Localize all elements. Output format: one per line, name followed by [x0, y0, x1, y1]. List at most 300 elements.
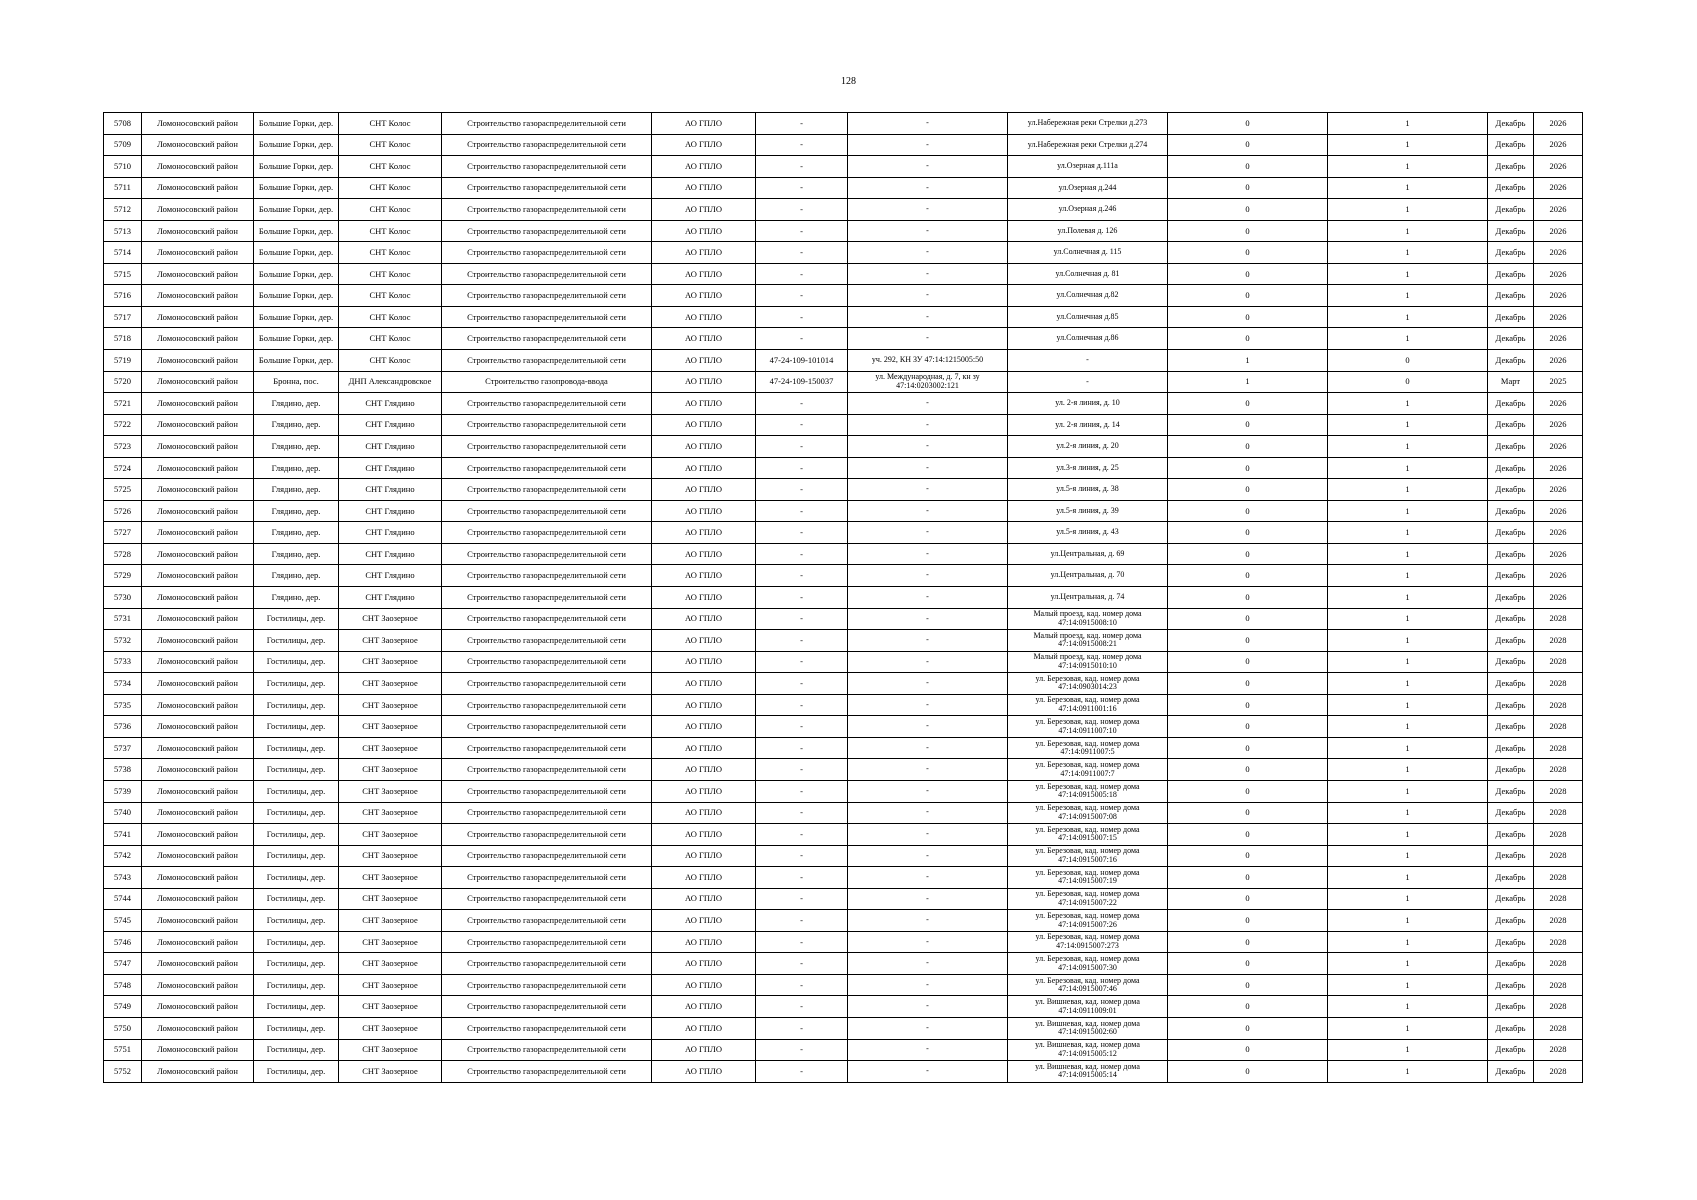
table-row [104, 1061, 1583, 1083]
cell-settlement: Большие Горки, дер. [254, 263, 339, 285]
cell-community: СНТ Заозерное [339, 974, 442, 996]
cell-community: СНТ Заозерное [339, 802, 442, 824]
cell-year: 2026 [1534, 199, 1583, 221]
cell-address: ул. Березовая, кад. номер дома 47:14:0915007:26 [1008, 910, 1168, 932]
cell-address: ул. Березовая, кад. номер дома 47:14:0915007:15 [1008, 824, 1168, 846]
cell-value-b: 1 [1328, 974, 1488, 996]
cell-value-b: 1 [1328, 522, 1488, 544]
cell-address: ул. Березовая, кад. номер дома 47:14:0915007:273 [1008, 931, 1168, 953]
cell-work-type: Строительство газораспределительной сети [442, 824, 652, 846]
cell-work-type: Строительство газораспределительной сети [442, 134, 652, 156]
cell-month: Декабрь [1488, 220, 1534, 242]
cell-organization: АО ГПЛО [652, 565, 756, 587]
cell-plot-info: - [848, 996, 1008, 1018]
cell-work-type: Строительство газораспределительной сети [442, 996, 652, 1018]
cell-value-a: 0 [1168, 565, 1328, 587]
cell-settlement: Большие Горки, дер. [254, 156, 339, 178]
cell-month: Декабрь [1488, 1061, 1534, 1083]
cell-value-a: 0 [1168, 199, 1328, 221]
cell-value-b: 1 [1328, 716, 1488, 738]
cell-settlement: Гостилицы, дер. [254, 1061, 339, 1083]
cell-settlement: Глядино, дер. [254, 587, 339, 609]
cell-settlement: Глядино, дер. [254, 414, 339, 436]
cell-community: СНТ Заозерное [339, 1039, 442, 1061]
cell-month: Декабрь [1488, 931, 1534, 953]
cell-value-a: 0 [1168, 931, 1328, 953]
cell-work-type: Строительство газораспределительной сети [442, 651, 652, 673]
cell-year: 2028 [1534, 802, 1583, 824]
cell-row-number: 5723 [104, 436, 142, 458]
cell-application-number: - [756, 393, 848, 415]
cell-value-a: 0 [1168, 974, 1328, 996]
cell-address: ул. Вишневая, кад. номер дома 47:14:0915005:14 [1008, 1061, 1168, 1083]
cell-month: Декабрь [1488, 306, 1534, 328]
cell-community: СНТ Глядино [339, 457, 442, 479]
cell-value-a: 0 [1168, 393, 1328, 415]
cell-work-type: Строительство газораспределительной сети [442, 587, 652, 609]
cell-organization: АО ГПЛО [652, 500, 756, 522]
cell-community: СНТ Глядино [339, 414, 442, 436]
cell-work-type: Строительство газораспределительной сети [442, 716, 652, 738]
cell-application-number: - [756, 974, 848, 996]
cell-value-a: 0 [1168, 996, 1328, 1018]
cell-application-number: - [756, 931, 848, 953]
cell-community: СНТ Заозерное [339, 673, 442, 695]
cell-value-b: 1 [1328, 845, 1488, 867]
cell-district: Ломоносовский район [142, 630, 254, 652]
cell-year: 2026 [1534, 543, 1583, 565]
cell-work-type: Строительство газораспределительной сети [442, 479, 652, 501]
cell-community: СНТ Заозерное [339, 780, 442, 802]
cell-district: Ломоносовский район [142, 371, 254, 393]
cell-plot-info: - [848, 910, 1008, 932]
cell-organization: АО ГПЛО [652, 694, 756, 716]
cell-plot-info: - [848, 285, 1008, 307]
cell-application-number: - [756, 500, 848, 522]
cell-address: ул. Березовая, кад. номер дома 47:14:0911007:5 [1008, 737, 1168, 759]
table-row [104, 414, 1583, 436]
cell-district: Ломоносовский район [142, 220, 254, 242]
cell-year: 2028 [1534, 716, 1583, 738]
cell-settlement: Гостилицы, дер. [254, 888, 339, 910]
cell-work-type: Строительство газораспределительной сети [442, 1039, 652, 1061]
cell-year: 2026 [1534, 263, 1583, 285]
cell-row-number: 5726 [104, 500, 142, 522]
cell-value-b: 1 [1328, 1039, 1488, 1061]
cell-address: ул. Березовая, кад. номер дома 47:14:0915007:08 [1008, 802, 1168, 824]
cell-value-b: 1 [1328, 759, 1488, 781]
cell-organization: АО ГПЛО [652, 953, 756, 975]
table-row [104, 802, 1583, 824]
cell-address: ул. 2-я линия, д. 14 [1008, 414, 1168, 436]
cell-row-number: 5718 [104, 328, 142, 350]
cell-application-number: - [756, 737, 848, 759]
cell-plot-info: - [848, 242, 1008, 264]
cell-settlement: Гостилицы, дер. [254, 716, 339, 738]
table-row [104, 651, 1583, 673]
cell-settlement: Гостилицы, дер. [254, 953, 339, 975]
cell-plot-info: - [848, 694, 1008, 716]
table-row [104, 565, 1583, 587]
cell-year: 2026 [1534, 414, 1583, 436]
cell-plot-info: - [848, 931, 1008, 953]
cell-month: Декабрь [1488, 543, 1534, 565]
cell-value-b: 1 [1328, 1061, 1488, 1083]
cell-value-a: 0 [1168, 156, 1328, 178]
cell-community: СНТ Заозерное [339, 845, 442, 867]
cell-plot-info: - [848, 156, 1008, 178]
cell-value-a: 0 [1168, 1039, 1328, 1061]
cell-year: 2026 [1534, 328, 1583, 350]
cell-organization: АО ГПЛО [652, 328, 756, 350]
cell-organization: АО ГПЛО [652, 867, 756, 889]
cell-application-number: - [756, 802, 848, 824]
cell-value-a: 0 [1168, 306, 1328, 328]
cell-month: Декабрь [1488, 113, 1534, 135]
cell-settlement: Большие Горки, дер. [254, 199, 339, 221]
cell-work-type: Строительство газораспределительной сети [442, 500, 652, 522]
cell-application-number: - [756, 651, 848, 673]
cell-month: Декабрь [1488, 565, 1534, 587]
cell-application-number: - [756, 242, 848, 264]
cell-value-a: 0 [1168, 479, 1328, 501]
cell-value-b: 1 [1328, 630, 1488, 652]
cell-settlement: Гостилицы, дер. [254, 694, 339, 716]
cell-district: Ломоносовский район [142, 974, 254, 996]
cell-settlement: Гостилицы, дер. [254, 780, 339, 802]
table-row [104, 673, 1583, 695]
cell-value-b: 1 [1328, 436, 1488, 458]
cell-district: Ломоносовский район [142, 931, 254, 953]
cell-value-a: 0 [1168, 328, 1328, 350]
cell-value-b: 1 [1328, 113, 1488, 135]
table-row [104, 156, 1583, 178]
cell-settlement: Большие Горки, дер. [254, 113, 339, 135]
cell-work-type: Строительство газораспределительной сети [442, 156, 652, 178]
cell-work-type: Строительство газораспределительной сети [442, 436, 652, 458]
cell-community: СНТ Глядино [339, 565, 442, 587]
cell-value-b: 1 [1328, 931, 1488, 953]
cell-community: СНТ Заозерное [339, 716, 442, 738]
cell-row-number: 5737 [104, 737, 142, 759]
cell-value-b: 1 [1328, 134, 1488, 156]
cell-row-number: 5720 [104, 371, 142, 393]
cell-row-number: 5735 [104, 694, 142, 716]
cell-address: ул.Озерная д.244 [1008, 177, 1168, 199]
cell-value-b: 1 [1328, 608, 1488, 630]
cell-work-type: Строительство газораспределительной сети [442, 694, 652, 716]
cell-row-number: 5734 [104, 673, 142, 695]
cell-value-b: 1 [1328, 156, 1488, 178]
table-row [104, 630, 1583, 652]
cell-settlement: Гостилицы, дер. [254, 651, 339, 673]
cell-district: Ломоносовский район [142, 177, 254, 199]
cell-settlement: Большие Горки, дер. [254, 350, 339, 372]
cell-organization: АО ГПЛО [652, 974, 756, 996]
cell-settlement: Глядино, дер. [254, 500, 339, 522]
cell-row-number: 5709 [104, 134, 142, 156]
cell-value-a: 0 [1168, 1017, 1328, 1039]
cell-application-number: - [756, 1039, 848, 1061]
cell-plot-info: - [848, 1017, 1008, 1039]
cell-community: СНТ Колос [339, 263, 442, 285]
cell-value-b: 1 [1328, 824, 1488, 846]
cell-row-number: 5749 [104, 996, 142, 1018]
cell-value-b: 1 [1328, 285, 1488, 307]
cell-community: СНТ Заозерное [339, 608, 442, 630]
cell-month: Декабрь [1488, 500, 1534, 522]
cell-community: СНТ Глядино [339, 393, 442, 415]
cell-organization: АО ГПЛО [652, 285, 756, 307]
cell-application-number: - [756, 845, 848, 867]
cell-application-number: - [756, 996, 848, 1018]
cell-organization: АО ГПЛО [652, 306, 756, 328]
cell-value-a: 1 [1168, 371, 1328, 393]
cell-month: Декабрь [1488, 1039, 1534, 1061]
cell-address: ул.Набережная реки Стрелки д.273 [1008, 113, 1168, 135]
cell-plot-info: - [848, 479, 1008, 501]
cell-month: Декабрь [1488, 630, 1534, 652]
cell-district: Ломоносовский район [142, 759, 254, 781]
cell-address: ул. Вишневая, кад. номер дома 47:14:0915002:60 [1008, 1017, 1168, 1039]
cell-plot-info: - [848, 522, 1008, 544]
cell-work-type: Строительство газораспределительной сети [442, 242, 652, 264]
cell-application-number: - [756, 888, 848, 910]
cell-row-number: 5733 [104, 651, 142, 673]
cell-address: ул.Озерная д.111а [1008, 156, 1168, 178]
cell-work-type: Строительство газораспределительной сети [442, 220, 652, 242]
cell-row-number: 5745 [104, 910, 142, 932]
cell-work-type: Строительство газораспределительной сети [442, 608, 652, 630]
cell-row-number: 5714 [104, 242, 142, 264]
cell-work-type: Строительство газораспределительной сети [442, 565, 652, 587]
cell-value-b: 1 [1328, 479, 1488, 501]
cell-organization: АО ГПЛО [652, 242, 756, 264]
cell-address: ул.Центральная, д. 74 [1008, 587, 1168, 609]
cell-value-b: 1 [1328, 242, 1488, 264]
table-row [104, 888, 1583, 910]
cell-value-a: 0 [1168, 242, 1328, 264]
cell-address: ул.5-я линия, д. 38 [1008, 479, 1168, 501]
cell-address: ул. 2-я линия, д. 10 [1008, 393, 1168, 415]
cell-settlement: Гостилицы, дер. [254, 845, 339, 867]
cell-settlement: Гостилицы, дер. [254, 867, 339, 889]
cell-row-number: 5751 [104, 1039, 142, 1061]
cell-community: СНТ Заозерное [339, 694, 442, 716]
cell-month: Декабрь [1488, 759, 1534, 781]
cell-month: Декабрь [1488, 974, 1534, 996]
table-row [104, 371, 1583, 393]
cell-value-a: 0 [1168, 543, 1328, 565]
cell-plot-info: - [848, 457, 1008, 479]
table-row [104, 199, 1583, 221]
cell-organization: АО ГПЛО [652, 759, 756, 781]
cell-value-b: 1 [1328, 457, 1488, 479]
cell-value-b: 1 [1328, 414, 1488, 436]
cell-community: СНТ Заозерное [339, 1061, 442, 1083]
cell-settlement: Гостилицы, дер. [254, 673, 339, 695]
cell-organization: АО ГПЛО [652, 134, 756, 156]
cell-application-number: - [756, 780, 848, 802]
cell-address: ул. Березовая, кад. номер дома 47:14:0915005:18 [1008, 780, 1168, 802]
cell-application-number: - [756, 285, 848, 307]
cell-work-type: Строительство газораспределительной сети [442, 285, 652, 307]
cell-value-b: 1 [1328, 587, 1488, 609]
cell-district: Ломоносовский район [142, 500, 254, 522]
cell-community: СНТ Колос [339, 328, 442, 350]
table-row [104, 867, 1583, 889]
cell-district: Ломоносовский район [142, 694, 254, 716]
cell-row-number: 5736 [104, 716, 142, 738]
cell-community: СНТ Заозерное [339, 824, 442, 846]
cell-address: - [1008, 371, 1168, 393]
cell-work-type: Строительство газораспределительной сети [442, 1017, 652, 1039]
cell-work-type: Строительство газораспределительной сети [442, 780, 652, 802]
cell-row-number: 5741 [104, 824, 142, 846]
cell-month: Декабрь [1488, 608, 1534, 630]
page-number: 128 [841, 76, 856, 87]
cell-value-a: 0 [1168, 522, 1328, 544]
cell-plot-info: - [848, 565, 1008, 587]
cell-application-number: - [756, 824, 848, 846]
cell-month: Декабрь [1488, 888, 1534, 910]
cell-year: 2026 [1534, 220, 1583, 242]
cell-address: ул. Березовая, кад. номер дома 47:14:0915007:16 [1008, 845, 1168, 867]
cell-district: Ломоносовский район [142, 845, 254, 867]
table-row [104, 824, 1583, 846]
cell-plot-info: - [848, 328, 1008, 350]
cell-year: 2028 [1534, 996, 1583, 1018]
cell-plot-info: - [848, 737, 1008, 759]
cell-plot-info: - [848, 220, 1008, 242]
cell-value-a: 0 [1168, 651, 1328, 673]
cell-row-number: 5708 [104, 113, 142, 135]
cell-month: Декабрь [1488, 953, 1534, 975]
cell-value-a: 0 [1168, 845, 1328, 867]
cell-district: Ломоносовский район [142, 996, 254, 1018]
cell-value-b: 1 [1328, 220, 1488, 242]
cell-application-number: - [756, 953, 848, 975]
cell-settlement: Бронна, пос. [254, 371, 339, 393]
cell-year: 2026 [1534, 156, 1583, 178]
cell-settlement: Глядино, дер. [254, 479, 339, 501]
cell-district: Ломоносовский район [142, 522, 254, 544]
cell-settlement: Большие Горки, дер. [254, 177, 339, 199]
cell-value-b: 1 [1328, 953, 1488, 975]
cell-value-a: 0 [1168, 1061, 1328, 1083]
cell-community: СНТ Глядино [339, 436, 442, 458]
cell-row-number: 5716 [104, 285, 142, 307]
cell-settlement: Гостилицы, дер. [254, 608, 339, 630]
table-row [104, 177, 1583, 199]
table-row [104, 953, 1583, 975]
cell-plot-info: - [848, 888, 1008, 910]
table-row [104, 716, 1583, 738]
cell-organization: АО ГПЛО [652, 177, 756, 199]
cell-value-b: 0 [1328, 371, 1488, 393]
cell-work-type: Строительство газораспределительной сети [442, 263, 652, 285]
cell-application-number: - [756, 328, 848, 350]
cell-month: Декабрь [1488, 867, 1534, 889]
cell-month: Декабрь [1488, 177, 1534, 199]
cell-value-b: 1 [1328, 500, 1488, 522]
cell-year: 2026 [1534, 436, 1583, 458]
cell-value-a: 0 [1168, 285, 1328, 307]
table-row [104, 113, 1583, 135]
cell-settlement: Глядино, дер. [254, 457, 339, 479]
cell-organization: АО ГПЛО [652, 479, 756, 501]
cell-district: Ломоносовский район [142, 393, 254, 415]
cell-district: Ломоносовский район [142, 716, 254, 738]
cell-year: 2028 [1534, 824, 1583, 846]
cell-value-b: 1 [1328, 996, 1488, 1018]
cell-value-b: 1 [1328, 780, 1488, 802]
cell-value-a: 0 [1168, 673, 1328, 695]
table-row [104, 974, 1583, 996]
cell-plot-info: уч. 292, КН ЗУ 47:14:1215005:50 [848, 350, 1008, 372]
cell-settlement: Большие Горки, дер. [254, 220, 339, 242]
cell-value-a: 0 [1168, 759, 1328, 781]
cell-year: 2028 [1534, 931, 1583, 953]
cell-value-b: 1 [1328, 888, 1488, 910]
cell-plot-info: - [848, 177, 1008, 199]
cell-value-b: 0 [1328, 350, 1488, 372]
cell-month: Декабрь [1488, 328, 1534, 350]
cell-value-b: 1 [1328, 673, 1488, 695]
cell-application-number: - [756, 156, 848, 178]
cell-work-type: Строительство газораспределительной сети [442, 350, 652, 372]
cell-row-number: 5721 [104, 393, 142, 415]
cell-month: Декабрь [1488, 134, 1534, 156]
cell-row-number: 5732 [104, 630, 142, 652]
cell-district: Ломоносовский район [142, 1039, 254, 1061]
cell-year: 2026 [1534, 479, 1583, 501]
cell-application-number: 47-24-109-150037 [756, 371, 848, 393]
cell-year: 2026 [1534, 393, 1583, 415]
cell-plot-info: - [848, 306, 1008, 328]
cell-work-type: Строительство газораспределительной сети [442, 113, 652, 135]
cell-value-a: 0 [1168, 694, 1328, 716]
cell-month: Декабрь [1488, 802, 1534, 824]
cell-year: 2026 [1534, 565, 1583, 587]
cell-address: ул.Солнечная д.82 [1008, 285, 1168, 307]
cell-value-a: 0 [1168, 457, 1328, 479]
cell-organization: АО ГПЛО [652, 996, 756, 1018]
cell-year: 2028 [1534, 953, 1583, 975]
cell-district: Ломоносовский район [142, 479, 254, 501]
cell-organization: АО ГПЛО [652, 371, 756, 393]
cell-application-number: - [756, 306, 848, 328]
cell-organization: АО ГПЛО [652, 199, 756, 221]
cell-work-type: Строительство газораспределительной сети [442, 393, 652, 415]
cell-work-type: Строительство газораспределительной сети [442, 177, 652, 199]
cell-plot-info: - [848, 113, 1008, 135]
cell-community: СНТ Глядино [339, 479, 442, 501]
cell-plot-info: - [848, 630, 1008, 652]
cell-organization: АО ГПЛО [652, 651, 756, 673]
cell-value-b: 1 [1328, 306, 1488, 328]
cell-work-type: Строительство газораспределительной сети [442, 673, 652, 695]
cell-plot-info: - [848, 608, 1008, 630]
cell-row-number: 5744 [104, 888, 142, 910]
cell-settlement: Гостилицы, дер. [254, 824, 339, 846]
cell-work-type: Строительство газораспределительной сети [442, 737, 652, 759]
cell-work-type: Строительство газораспределительной сети [442, 328, 652, 350]
cell-settlement: Гостилицы, дер. [254, 630, 339, 652]
cell-month: Декабрь [1488, 996, 1534, 1018]
cell-month: Декабрь [1488, 263, 1534, 285]
cell-year: 2026 [1534, 587, 1583, 609]
